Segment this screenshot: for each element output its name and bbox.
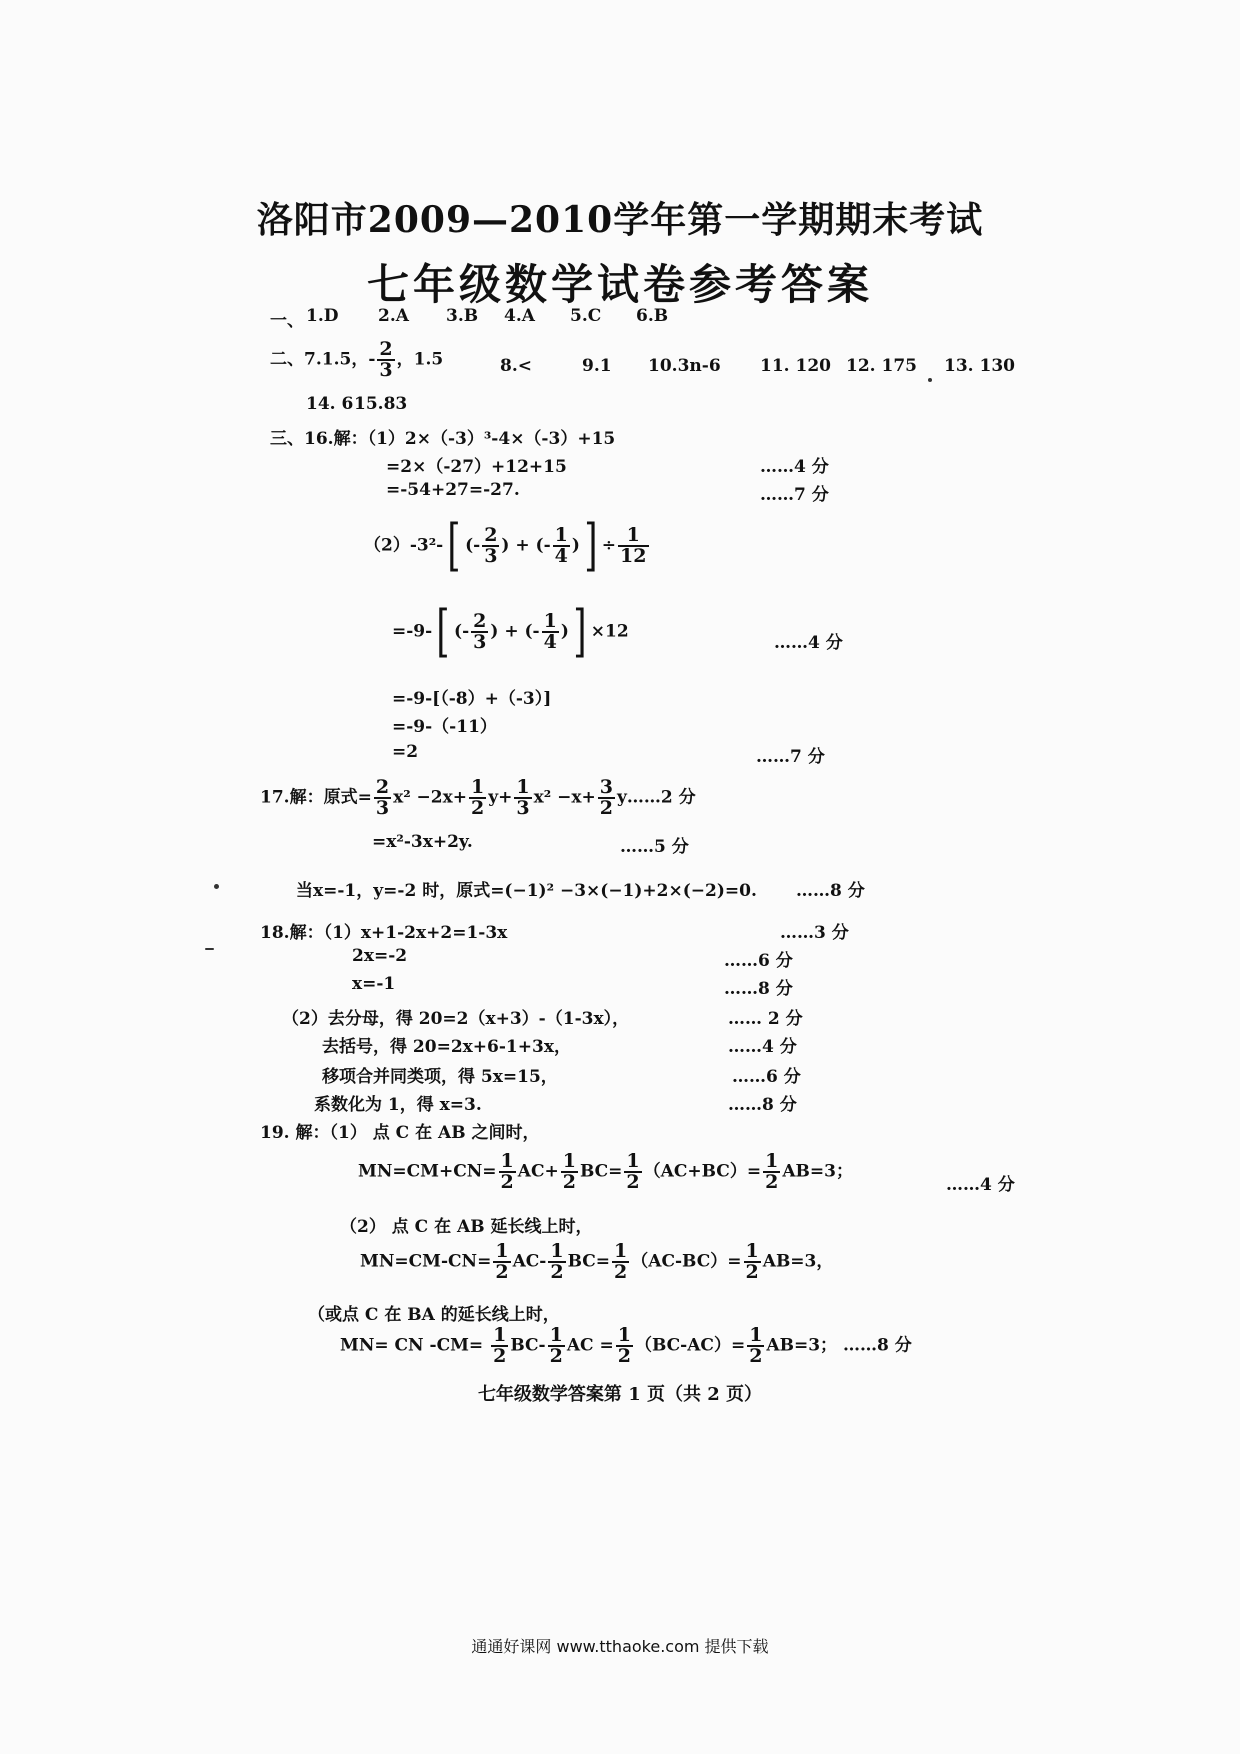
scan-speck (205, 948, 214, 950)
q16-score-2: ……4 分 (760, 457, 829, 477)
section-2-row (270, 340, 443, 380)
answer-3: 3.B (446, 306, 479, 326)
scan-speck (214, 884, 219, 889)
q18-line-4: （2）去分母，得 20=2（x+3）-（1-3x）， (282, 1009, 630, 1029)
q18-score-2: ……6 分 (724, 951, 793, 971)
answer-1: 1.D (306, 306, 339, 326)
page-footer: 七年级数学答案第 1 页（共 2 页） (477, 1384, 763, 1405)
answer-8: 8.< (500, 356, 532, 376)
q18-line-5: 去括号，得 20=2x+6-1+3x， (322, 1037, 571, 1057)
q16-head: 三、16.解：（1）2×（-3）³-4×（-3）+15 (270, 429, 616, 449)
q18-score-1: ……3 分 (780, 923, 849, 943)
q17-score-2: ……5 分 (620, 837, 689, 857)
answer-2: 2.A (378, 306, 409, 326)
title-line-2: 七年级数学试卷参考答案 (366, 260, 873, 309)
scan-speck (928, 378, 932, 382)
q18-score-7: ……8 分 (728, 1095, 797, 1115)
q16-line-3: =-54+27=-27. (386, 480, 520, 500)
answer-11: 11. 120 (760, 356, 831, 376)
q19-score-1: ……4 分 (946, 1175, 1015, 1195)
q17-line-2: =x²-3x+2y. (372, 832, 473, 852)
answer-7-post: ，1.5 (396, 349, 444, 370)
answer-12: 12. 175 (846, 356, 917, 376)
answer-15: 15.83 (354, 394, 408, 414)
q17-line-1: 17.解：原式= $\frac{2}{3}$ x² −2x+ $\frac{1}{2}$ y+ $\frac{1}{3}$ x² −x+ $\frac{3}{2}$ y……2 分 (260, 776, 696, 819)
q16-part-2: （2）-3²-[ (- $\frac{2}{3}$ ) + (- $\frac{1}{4}$ )] ÷ $\frac{1}{12}$ (364, 513, 647, 578)
q16-line-2: =2×（-27）+12+15 (386, 457, 567, 477)
q16-part-2-line-3: =-9-[（-8）+（-3）] (392, 689, 552, 709)
q18-line-3: x=-1 (352, 974, 396, 994)
q18-line-6: 移项合并同类项，得 5x=15， (322, 1067, 558, 1087)
section-1-label: 一、 (270, 311, 304, 331)
q18-score-4: …… 2 分 (728, 1009, 803, 1029)
q17-line-3: 当x=-1，y=-2 时，原式=(−1)² −3×(−1)+2×(−2)=0. (296, 881, 757, 901)
answer-14: 14. 6 (306, 394, 354, 414)
q19-line-1: 19. 解：（1） 点 C 在 AB 之间时， (260, 1123, 540, 1143)
q18-line-1: 18.解：（1）x+1-2x+2=1-3x (260, 923, 508, 943)
q19-eq-3: MN= CN -CM= $\frac{1}{2}$ BC- $\frac{1}{2}$ AC = $\frac{1}{2}$ （BC-AC）= $\frac{1}{2}$ AB=3； ……8 分 (340, 1324, 912, 1367)
answer-6: 6.B (636, 306, 669, 326)
q16-part-2-line-4: =-9-（-11） (392, 717, 497, 737)
q16-part-2-score-5: ……7 分 (756, 747, 825, 767)
q19-eq-2: MN=CM-CN= $\frac{1}{2}$ AC- $\frac{1}{2}$ BC= $\frac{1}{2}$ （AC-BC）= $\frac{1}{2}$ AB=3， (360, 1240, 834, 1283)
q16-part-2-score-2: ……4 分 (774, 633, 843, 653)
q19-eq-1: MN=CM+CN= $\frac{1}{2}$ AC+ $\frac{1}{2}$ BC= $\frac{1}{2}$ （AC+BC）= $\frac{1}{2}$ AB=3； (358, 1150, 853, 1193)
q18-line-7: 系数化为 1，得 x=3. (314, 1095, 482, 1115)
answer-10: 10.3n-6 (648, 356, 721, 376)
answer-7-pre: 7.1.5，- (304, 349, 376, 370)
answer-7-fraction: $\frac{2}{3}$ (379, 338, 393, 381)
answer-9: 9.1 (582, 356, 612, 376)
section-2-label: 二、 (270, 349, 304, 370)
q18-line-2: 2x=-2 (352, 946, 408, 966)
q16-part-2-line-2: =-9-[ (- $\frac{2}{3}$ ) + (- $\frac{1}{4}$ )] ×12 (392, 599, 629, 664)
q18-score-6: ……6 分 (732, 1067, 801, 1087)
q18-score-5: ……4 分 (728, 1037, 797, 1057)
answer-13: 13. 130 (944, 356, 1015, 376)
title-line-1: 洛阳市2009—2010学年第一学期期末考试 (256, 199, 984, 241)
answer-5: 5.C (570, 306, 602, 326)
q16-part-2-line-5: =2 (392, 742, 419, 762)
answer-4: 4.A (504, 306, 535, 326)
q19-line-3: （或点 C 在 BA 的延长线上时， (308, 1305, 560, 1325)
q17-score-3: ……8 分 (796, 881, 865, 901)
download-credit: 通通好课网 www.tthaoke.com 提供下载 (471, 1637, 769, 1656)
q16-score-3: ……7 分 (760, 485, 829, 505)
q18-score-3: ……8 分 (724, 979, 793, 999)
q19-line-2: （2） 点 C 在 AB 延长线上时， (340, 1217, 593, 1237)
